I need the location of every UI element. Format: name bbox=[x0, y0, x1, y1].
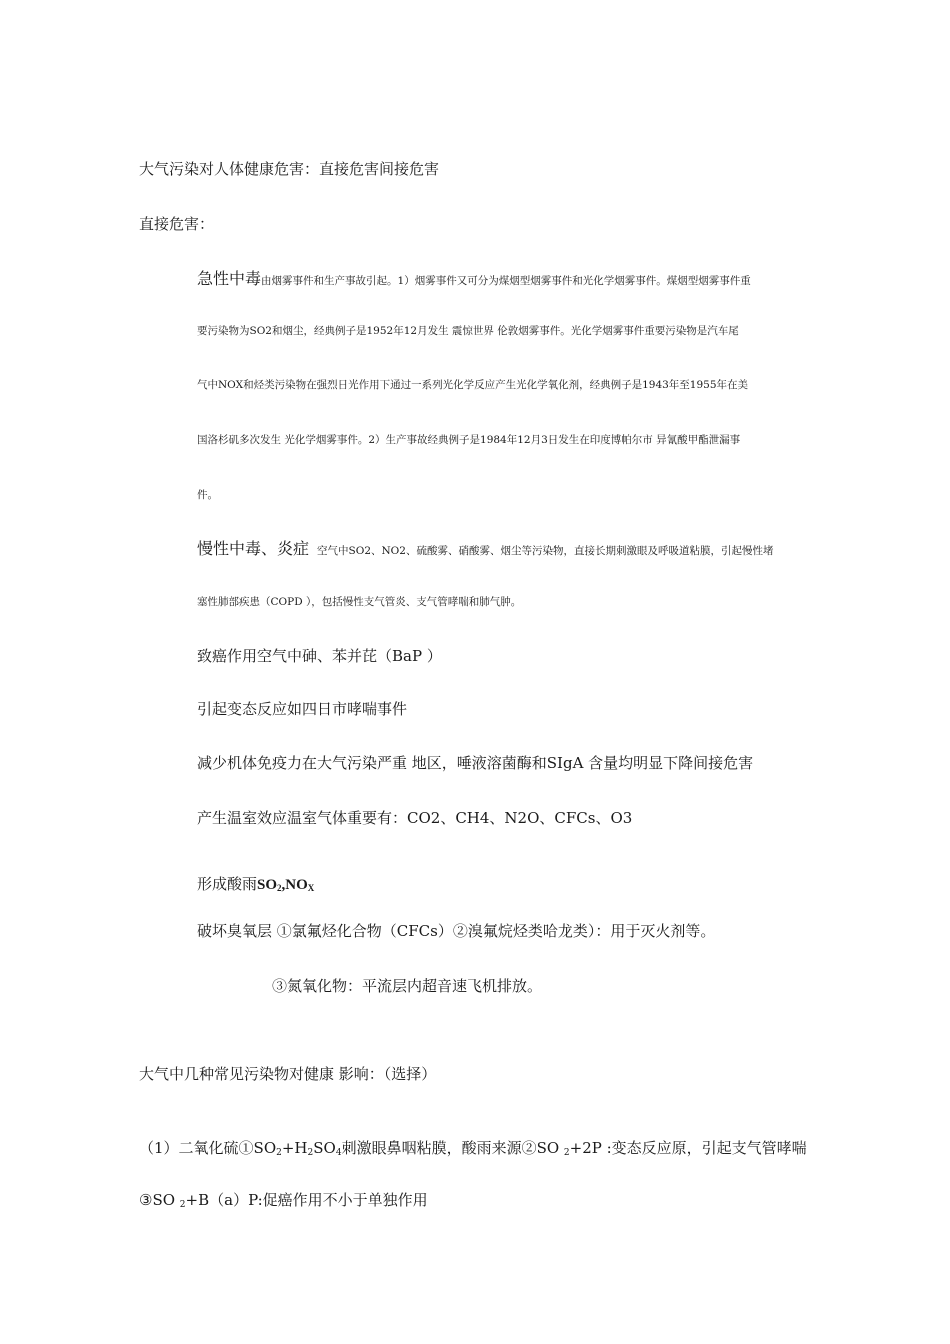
acute-text-1: 由烟雾事件和生产事故引起。1）烟雾事件又可分为煤烟型烟雾事件和光化学烟雾事件。煤烟型烟雾事件重 bbox=[261, 275, 751, 287]
carcinogenic-item: 致癌作用空气中砷、苯并芘（BaP ） bbox=[197, 647, 442, 665]
acid-rain-formula bbox=[257, 877, 314, 893]
so-sub: 2 bbox=[277, 883, 282, 893]
so2-text-c: SO bbox=[313, 1139, 336, 1157]
so2-text-e: +2P :变态反应原，引起支气管哮喘 bbox=[569, 1139, 807, 1157]
acute-text-5: 件。 bbox=[197, 489, 218, 501]
acute-text-4: 国洛杉矶多次发生 光化学烟雾事件。2）生产事故经典例子是1984年12月3日发生在印度博帕尔市 异氰酸甲酯泄漏事 bbox=[197, 434, 741, 446]
heading-direct-hazards: 直接危害： bbox=[139, 215, 215, 233]
immunity-item: 减少机体免疫力在大气污染严重 地区，唾液溶菌酶和SIgA 含量均明显下降间接危害 bbox=[197, 754, 754, 772]
so2-sub-d: 2 bbox=[563, 1148, 570, 1158]
greenhouse-item: 产生温室效应温室气体重要有：CO2、CH4、N2O、CFCs、O3 bbox=[197, 809, 633, 827]
nox-sub: X bbox=[307, 883, 315, 893]
so2-sub-c: 4 bbox=[335, 1148, 342, 1158]
acute-text-3: 气中NOX和烃类污染物在强烈日光作用下通过一系列光化学反应产生光化学氧化剂，经典例子是1943年至1955年在美 bbox=[197, 379, 749, 391]
nox-text: ,NO bbox=[281, 877, 308, 893]
acute-paragraph-line-1 bbox=[197, 266, 751, 289]
so2-line2-text-a: ③SO bbox=[139, 1191, 180, 1209]
acute-title: 急性中毒 bbox=[197, 269, 262, 288]
heading-health-hazards: 大气污染对人体健康危害：直接危害间接危害 bbox=[139, 160, 440, 178]
so-text: SO bbox=[257, 877, 278, 893]
so2-line-1 bbox=[139, 1137, 807, 1158]
chronic-title: 慢性中毒、炎症 bbox=[197, 539, 310, 558]
so2-line2-text-b: +B（a）P:促癌作用不小于单独作用 bbox=[185, 1191, 428, 1209]
ozone-item-line-1: 破坏臭氧层 ①氯氟烃化合物（CFCs）②溴氟烷烃类哈龙类）：用于灭火剂等。 bbox=[197, 922, 716, 940]
acute-text-2: 要污染物为SO2和烟尘，经典例子是1952年12月发生 震惊世界 伦敦烟雾事件。光化学烟雾事件重要污染物是汽车尾 bbox=[197, 325, 739, 337]
heading-common-pollutants: 大气中几种常见污染物对健康 影响：（选择） bbox=[139, 1065, 437, 1083]
acid-rain-item bbox=[197, 873, 314, 894]
so2-line-2 bbox=[139, 1189, 428, 1210]
chronic-paragraph-line-1 bbox=[197, 536, 773, 559]
so2-sub-a: 2 bbox=[276, 1148, 282, 1158]
so2-text-d: 刺激眼鼻咽粘膜，酸雨来源②SO bbox=[341, 1139, 564, 1157]
so2-sub-b: 2 bbox=[307, 1148, 314, 1158]
so2-line2-sub: 2 bbox=[179, 1200, 186, 1210]
so2-text-a: （1）二氧化硫①SO bbox=[139, 1139, 277, 1157]
acid-rain-prefix: 形成酸雨 bbox=[197, 875, 258, 893]
ozone-item-line-2: ③氮氧化物：平流层内超音速飞机排放。 bbox=[272, 977, 543, 995]
chronic-text-2: 塞性肺部疾患（COPD ），包括慢性支气管炎、支气管哮喘和肺气肿。 bbox=[197, 596, 522, 608]
allergy-item: 引起变态反应如四日市哮喘事件 bbox=[197, 700, 408, 718]
chronic-text-1: 空气中SO2、NO2、硫酸雾、硝酸雾、烟尘等污染物，直接长期刺激眼及呼吸道粘膜，引起慢性堵 bbox=[317, 545, 774, 557]
so2-text-b: +H bbox=[281, 1139, 308, 1157]
